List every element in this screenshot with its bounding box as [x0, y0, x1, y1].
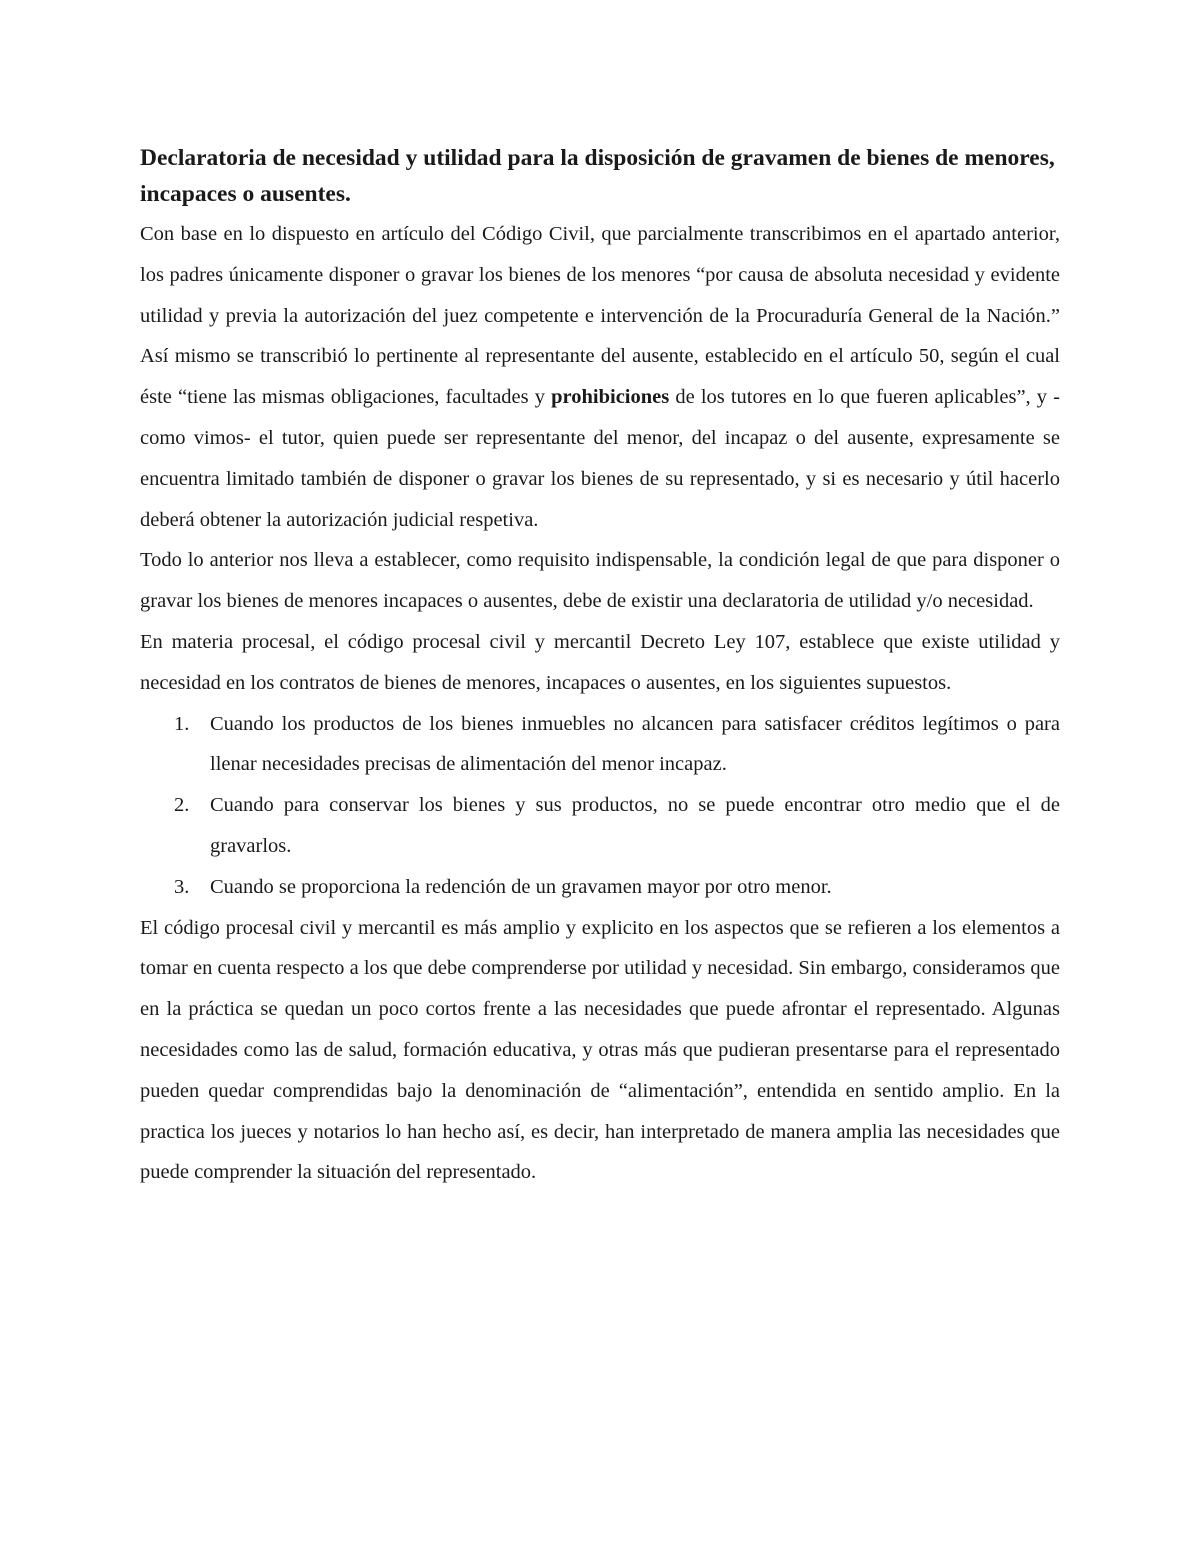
list-item-text: Cuando se proporciona la redención de un gravamen mayor por otro menor. — [210, 875, 832, 898]
list-item-number: 2. — [174, 794, 190, 817]
list-item — [140, 785, 1060, 867]
document-title: Declaratoria de necesidad y utilidad para la disposición de gravamen de bienes de menores, incapaces o ausentes. — [140, 145, 1055, 207]
paragraph-1-text-before: Con base en lo dispuesto en artículo del Código Civil, que parcialmente transcribimos en el apartado anterior, los padres únicamente disponer o gravar los bienes de los menores “por causa de absoluta necesidad y evidente utilidad y previa la autorización del juez competente e intervención de la Procuraduría General de la Nación.” Así mismo se transcribió lo pertinente al representante del ausente, establecido en el artículo 50, según el cual éste “tiene las mismas obligaciones, facultades y — [140, 223, 1060, 409]
list-item-number: 1. — [174, 712, 190, 735]
paragraph-2: Todo lo anterior nos lleva a establecer, como requisito indispensable, la condición legal de que para disponer o gravar los bienes de menores incapaces o ausentes, debe de existir una declaratoria de utilidad y/o necesidad. — [140, 549, 1060, 613]
numbered-list — [140, 704, 1060, 908]
list-item-number: 3. — [174, 875, 190, 898]
paragraph-1-bold-word: prohibiciones — [551, 386, 670, 409]
paragraph-1 — [140, 214, 1060, 540]
paragraph-3: En materia procesal, el código procesal civil y mercantil Decreto Ley 107, establece que existe utilidad y necesidad en los contratos de bienes de menores, incapaces o ausentes, en los siguientes supuestos. — [140, 630, 1060, 694]
list-item-text: Cuando los productos de los bienes inmuebles no alcancen para satisfacer créditos legítimos o para llenar necesidades precisas de alimentación del menor incapaz. — [210, 712, 1060, 776]
document-page — [140, 140, 1060, 1193]
paragraph-1-text-after: de los tutores en lo que fueren aplicables”, y -como vimos- el tutor, quien puede ser representante del menor, del incapaz o del ausente, expresamente se encuentra limitado también de disponer o gravar los bienes de su representado, y si es necesario y útil hacerlo deberá obtener la autorización judicial respetiva. — [140, 386, 1060, 531]
list-item — [140, 867, 1060, 908]
list-item — [140, 704, 1060, 786]
paragraph-4: El código procesal civil y mercantil es más amplio y explicito en los aspectos que se refieren a los elementos a tomar en cuenta respecto a los que debe comprenderse por utilidad y necesidad. Sin embargo, consideramos que en la práctica se quedan un poco cortos frente a las necesidades que puede afrontar el representado. Algunas necesidades como las de salud, formación educativa, y otras más que pudieran presentarse para el representado pueden quedar comprendidas bajo la denominación de “alimentación”, entendida en sentido amplio. En la practica los jueces y notarios lo han hecho así, es decir, han interpretado de manera amplia las necesidades que puede comprender la situación del representado. — [140, 916, 1060, 1184]
list-item-text: Cuando para conservar los bienes y sus productos, no se puede encontrar otro medio que el de gravarlos. — [210, 794, 1060, 857]
